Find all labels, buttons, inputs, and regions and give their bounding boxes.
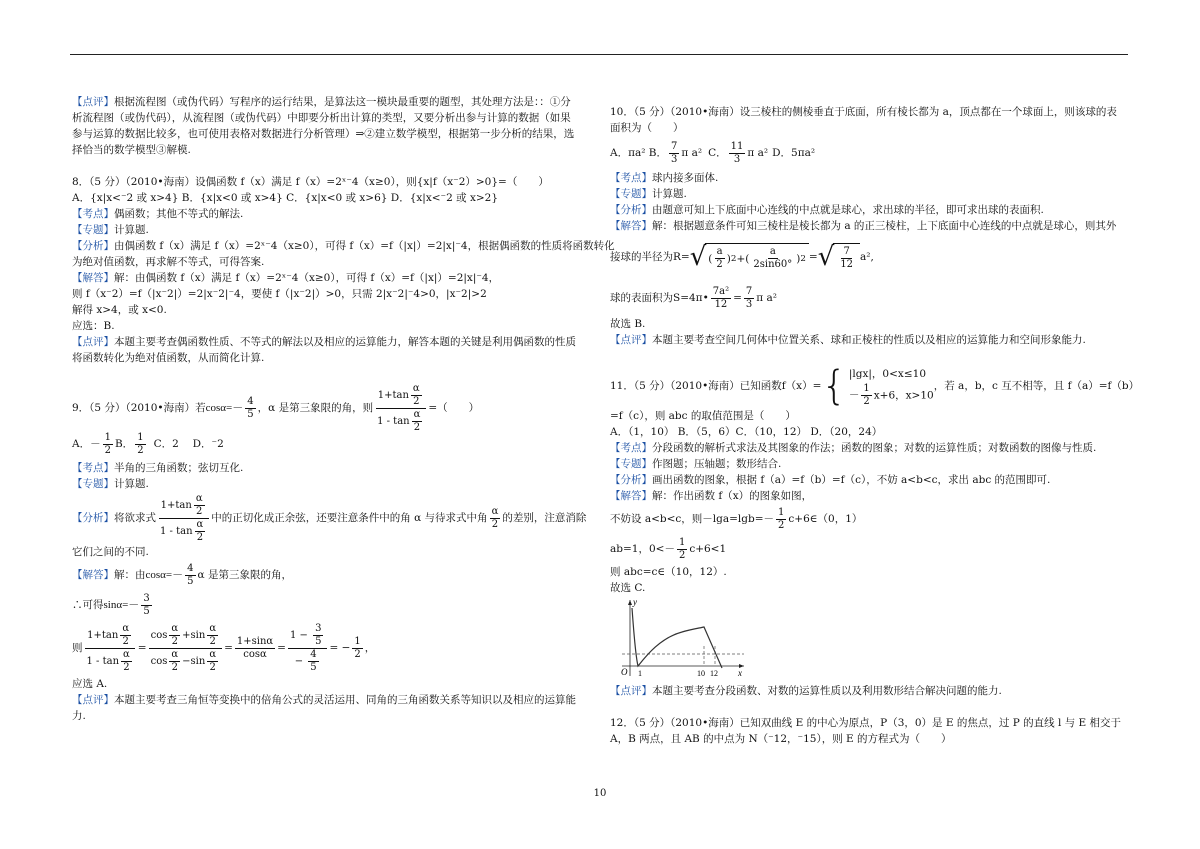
q8-answer: 【解答】解：由偶函数 f（x）满足 f（x）=2ˣ⁻4（x≥0），可得 f（x）=f（|x|）=2|x|⁻4，: [72, 272, 500, 284]
q9-choice: 应选 A.: [72, 678, 108, 690]
q12-stem: 12．（5 分）（2010•海南）已知双曲线 E 的中心为原点，P（3，0）是 E 的焦点，过 P 的直线 l 与 E 相交于: [610, 717, 1122, 729]
q9-topic: 【考点】半角的三角函数；弦切互化.: [72, 462, 244, 474]
spacer: [610, 348, 1130, 364]
text-line: 力.: [72, 710, 86, 722]
tick-label: 1: [638, 669, 642, 678]
origin-label: O: [621, 667, 628, 677]
fraction: 1+tan $\frac{\alpha}{2}$ 1 - tan $\frac{\alpha}{2}$: [375, 383, 426, 434]
text-line: 参与运算的数据比较多，也可使用表格对数据进行分析管理）⇒②建立数学模型，根据第一步分析的结果，选: [72, 128, 575, 140]
q11-comment: 【点评】本题主要考查分段函数、对数的运算性质以及利用数形结合解决问题的能力.: [610, 685, 1002, 697]
q7-comment: 【点评】根据流程图（或伪代码）写程序的运行结果，是算法这一模块最重要的题型，其处理方法是：：①分: [72, 96, 571, 108]
text-line: =f（c），则 abc 的取值范围是（ ）: [610, 410, 796, 422]
text-line: 择恰当的数学模型③解模.: [72, 144, 191, 156]
q11-choice: 故选 C.: [610, 582, 646, 594]
q10-subject: 【专题】计算题.: [610, 188, 687, 200]
q11-subject: 【专题】作图题；压轴题；数形结合.: [610, 458, 782, 470]
spacer: [72, 366, 588, 388]
q10-comment: 【点评】本题主要考查空间几何体中位置关系、球和正棱柱的性质以及相应的运算能力和空间形象能力.: [610, 334, 1086, 346]
tick-label: 10: [697, 669, 705, 678]
q9-options: A．－ $\frac{1}{2}$ B． $\frac{1}{2}$ C．2 D．⁻2: [72, 431, 224, 456]
text-line: 析流程图（或伪代码），从流程图（或伪代码）中即要分析出计算的类型，又要分析出参与计算的数据（如果: [72, 112, 571, 124]
q9-stem: 9．（5 分）（2010•海南）若 cosα=－ $\frac{4}{5}$ ，α 是第三象限的角，则 1+tan $\frac{\alpha}{2}$ 1 - tan $\frac{\alpha}{2}$ =（ ）: [72, 382, 480, 433]
right-column: [610, 94, 1140, 747]
q11-line2: ab=1，0<－ $\frac{1}{2}$ c+6<1: [610, 536, 727, 561]
q11-stem: 11．（5 分）（2010•海南）已知函数 f（x）= { |lgx|，0<x≤10 － $\frac{1}{2}$ x+6，x>10 ，若 a，b，c 互不相等，且 f（a）=f（b）: [610, 363, 1140, 409]
q9-answer: 【解答】 解：由 cosα=－ $\frac{4}{5}$ α 是第三象限的角，: [72, 562, 292, 587]
q8-analysis: 【分析】由偶函数 f（x）满足 f（x）=2ˣ⁻4（x≥0），可得 f（x）=f（|x|）=2|x|⁻4，根据偶函数的性质将函数转化: [72, 240, 615, 252]
q8-topic: 【考点】偶函数；其他不等式的解法.: [72, 208, 244, 220]
function-graph: [612, 596, 752, 678]
q10-surface: 球的表面积为 S=4π• $\frac{\text{7a²}}{12}$ = $\frac{7}{3}$ π a²: [610, 285, 778, 310]
q9-comment: 【点评】本题主要考查三角恒等变换中的倍角公式的灵活运用、同角的三角函数关系等知识以及相应的运算能: [72, 694, 576, 706]
q9-derivation: 则 1+tan $\frac{\alpha}{2}$ 1 - tan $\frac{\alpha}{2}$ = cos $\frac{\alpha}{2}$ +sin $\frac{\alpha}{2}$ cos $\frac{\alpha}{2}$ −sin $\frac{\alpha}{2}$ = $\frac{1+\sin\alpha}{\cos\alpha}$ = 1 − $\frac{3}{5}$ − $\frac{4}{5}$ = − $\frac{1}{2}$ ，: [72, 622, 376, 673]
q10-options: A．πa² B． $\frac{7}{3}$ π a² C． $\frac{11}{3}$ π a² D．5πa²: [610, 140, 816, 165]
q10-analysis: 【分析】由题意可知上下底面中心连线的中点就是球心，求出球的半径，即可求出球的表面积.: [610, 204, 1044, 216]
function-curve: [632, 608, 722, 668]
q10-answer: 【解答】解：根据题意条件可知三棱柱是棱长都为 a 的正三棱柱，上下底面中心连线的中点就是球心，则其外: [610, 220, 1117, 232]
spacer: [610, 94, 1130, 104]
text-line: A，B 两点，且 AB 的中点为 N（⁻12，⁻15），则 E 的方程式为（ ）: [610, 733, 952, 745]
q9-analysis: 【分析】 将欲求式 1+tan $\frac{\alpha}{2}$ 1 - tan $\frac{\alpha}{2}$ 中的正切化成正余弦，还要注意条件中的角 α 与待求式中角 $\frac{\alpha}{2}$ 的差别，注意消除: [72, 492, 587, 543]
text-line: 则 f（x⁻2）=f（|x⁻2|）=2|x⁻2|⁻4，要使 f（|x⁻2|）>0，只需 2|x⁻2|⁻4>0，|x⁻2|>2: [72, 288, 487, 300]
q11-topic: 【考点】分段函数的解析式求法及其图象的作法；函数的图象；对数的运算性质；对数函数的图像与性质.: [610, 442, 1097, 454]
header-rule: [70, 54, 1128, 55]
q11-answer: 【解答】解：作出函数 f（x）的图象如图，: [610, 490, 813, 502]
q8-stem: 8．（5 分）（2010•海南）设偶函数 f（x）满足 f（x）=2ˣ⁻4（x≥0），则{x|f（x⁻2）>0}=（ ）: [72, 176, 549, 188]
text-line: 为绝对值函数，再求解不等式，可得答案.: [72, 256, 265, 268]
q8-subject: 【专题】计算题.: [72, 224, 149, 236]
spacer: [72, 158, 588, 174]
fraction: $\frac{4}{5}$: [247, 395, 254, 420]
text-line: 面积为（ ）: [610, 122, 684, 134]
q10-topic: 【考点】球内接多面体.: [610, 172, 719, 184]
text-line: 将函数转化为绝对值函数，从而简化计算.: [72, 352, 265, 364]
q9-sin-line: ∴可得 sinα=－ $\frac{3}{5}$: [72, 592, 150, 617]
spacer: [610, 699, 1130, 715]
text-line: 则 abc=c∈（10，12）.: [610, 566, 727, 578]
q11-line1: 不妨设 a<b<c，则－lga=lgb=－ $\frac{1}{2}$ c+6∈（0，1）: [610, 506, 863, 531]
page-number: 10: [593, 788, 607, 799]
tick-label: 12: [710, 669, 718, 678]
y-axis-arrow: [628, 600, 632, 605]
text-line: 解得 x>4，或 x<0.: [72, 304, 167, 316]
q8-options: A．{x|x<⁻2 或 x>4} B．{x|x<0 或 x>4} C．{x|x<0 或 x>6} D．{x|x<⁻2 或 x>2}: [72, 192, 499, 204]
q10-radius: 接球的半径为 R= √ ( $\frac{a}{2}$ ) 2 +( $\frac{a}{2\sin 60^\circ}$ ) 2 = √ $\frac{7}{12}$ a²,: [610, 242, 874, 272]
text-line: 它们之间的不同.: [72, 546, 149, 558]
q8-comment: 【点评】本题主要考查偶函数性质、不等式的解法以及相应的运算能力，解答本题的关键是利用偶函数的性质: [72, 336, 576, 348]
q11-analysis: 【分析】画出函数的图象，根据 f（a）=f（b）=f（c），不妨 a<b<c，求出 abc 的范围即可.: [610, 474, 1051, 486]
q11-options: A．（1，10） B．（5，6）C．（10，12） D．（20，24）: [610, 426, 883, 438]
y-label: y: [633, 597, 637, 607]
q9-subject: 【专题】计算题.: [72, 478, 149, 490]
x-label: x: [738, 668, 742, 678]
q10-choice: 故选 B.: [610, 318, 646, 330]
left-column: [72, 94, 615, 724]
q10-stem: 10．（5 分）（2010•海南）设三棱柱的侧棱垂直于底面，所有棱长都为 a，顶点都在一个球面上，则该球的表: [610, 106, 1117, 118]
q8-choice: 应选：B.: [72, 320, 115, 332]
